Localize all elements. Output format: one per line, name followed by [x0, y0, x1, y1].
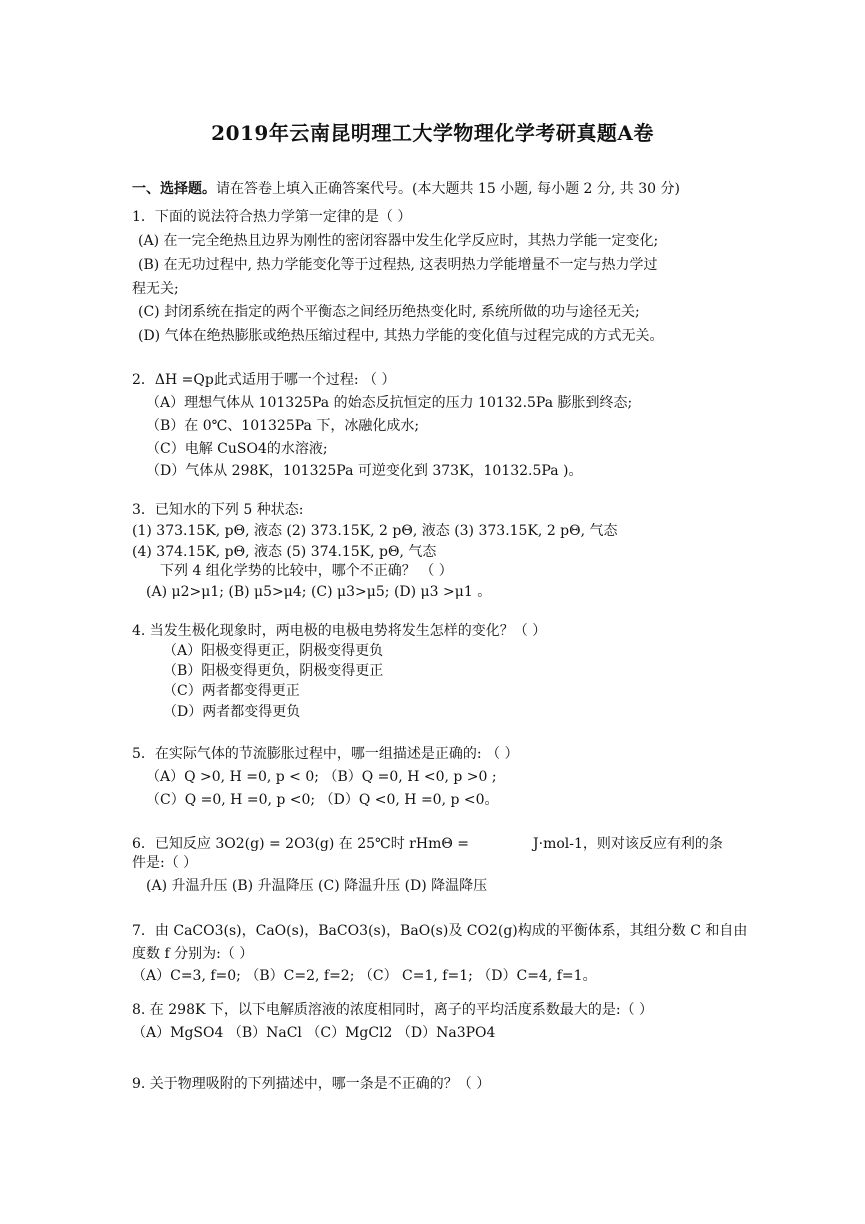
section-instruction: 请在答卷上填入正确答案代号。(本大题共 15 小题, 每小题 2 分, 共 30 分) [216, 181, 680, 197]
q1-option-b: (B) 在无功过程中, 热力学能变化等于过程热, 这表明热力学能增量不一定与热力学过 [138, 257, 658, 273]
q6-stem-cont: 件是:（ ） [132, 855, 198, 871]
section-heading-line [132, 179, 680, 199]
q5-options-row2: （C）Q =0, H =0, p <0; （D）Q <0, H =0, p <0。 [146, 792, 499, 808]
q3-states-row2: (4) 374.15K, pΘ, 液态 (5) 374.15K, pΘ, 气态 [132, 544, 437, 560]
q7-stem-cont: 度数 f 分别为:（ ） [132, 946, 254, 962]
q3-question: 下列 4 组化学势的比较中，哪个不正确？ （ ） [160, 563, 453, 579]
q5-stem: 5．在实际气体的节流膨胀过程中，哪一组描述是正确的: （ ） [132, 746, 519, 762]
q8-options: （A）MgSO4 （B）NaCl （C）MgCl2 （D）Na3PO4 [132, 1025, 496, 1041]
q4-option-d: （D）两者都变得更负 [163, 704, 301, 720]
q1-option-a: (A) 在一完全绝热且边界为刚性的密闭容器中发生化学反应时，其热力学能一定变化; [138, 233, 659, 249]
q7-options: （A）C=3, f=0; （B）C=2, f=2; （C） C=1, f=1; （D）C=4, f=1。 [132, 968, 597, 984]
q2-option-a: （A）理想气体从 101325Pa 的始态反抗恒定的压力 10132.5Pa 膨胀到终态; [146, 395, 633, 411]
q8-stem: 8. 在 298K 下，以下电解质溶液的浓度相同时，离子的平均活度系数最大的是:（ ） [132, 1002, 654, 1018]
q6-stem-line [132, 834, 723, 854]
q3-stem: 3．已知水的下列 5 种状态: [132, 502, 304, 518]
q3-options: (A) μ2>μ1; (B) μ5>μ4; (C) μ3>μ5; (D) μ3 >μ1 。 [146, 584, 492, 600]
q3-states-row1: (1) 373.15K, pΘ, 液态 (2) 373.15K, 2 pΘ, 液态 (3) 373.15K, 2 pΘ, 气态 [132, 523, 618, 539]
q1-option-d: (D) 气体在绝热膨胀或绝热压缩过程中, 其热力学能的变化值与过程完成的方式无关。 [138, 328, 664, 344]
q4-option-b: （B）阳极变得更负，阴极变得更正 [163, 663, 384, 679]
section-heading: 一、选择题。 [132, 181, 216, 197]
q6-stem-b: J·mol-1，则对该反应有利的条 [533, 836, 723, 852]
q2-stem: 2．ΔH =Qp此式适用于哪一个过程: （ ） [132, 372, 396, 388]
q5-options-row1: （A）Q >0, H =0, p < 0; （B）Q =0, H <0, p >0 ; [146, 769, 497, 785]
q4-option-c: （C）两者都变得更正 [163, 683, 300, 699]
q2-option-c: （C）电解 CuSO4的水溶液; [146, 441, 328, 457]
q1-option-c: (C) 封闭系统在指定的两个平衡态之间经历绝热变化时, 系统所做的功与途径无关; [138, 304, 640, 320]
q1-option-b-cont: 程无关; [132, 281, 179, 297]
q9-stem: 9. 关于物理吸附的下列描述中，哪一条是不正确的？（ ） [132, 1076, 491, 1092]
q7-stem: 7．由 CaCO3(s)，CaO(s)，BaCO3(s)，BaO(s)及 CO2(g)构成的平衡体系，其组分数 C 和自由 [132, 923, 748, 939]
q6-options: (A) 升温升压 (B) 升温降压 (C) 降温升压 (D) 降温降压 [146, 878, 488, 894]
q4-option-a: （A）阳极变得更正，阴极变得更负 [163, 643, 384, 659]
q4-stem: 4. 当发生极化现象时，两电极的电极电势将发生怎样的变化？（ ） [132, 623, 547, 639]
page-title: 2019年云南昆明理工大学物理化学考研真题A卷 [211, 121, 654, 145]
q2-option-d: （D）气体从 298K，101325Pa 可逆变化到 373K，10132.5Pa )。 [146, 463, 583, 479]
q2-option-b: （B）在 0℃、101325Pa 下，冰融化成水; [146, 418, 420, 434]
q6-stem-a: 6．已知反应 3O2(g) = 2O3(g) 在 25℃时 rHmΘ = [132, 836, 470, 852]
q1-stem: 1．下面的说法符合热力学第一定律的是（ ） [132, 209, 412, 225]
